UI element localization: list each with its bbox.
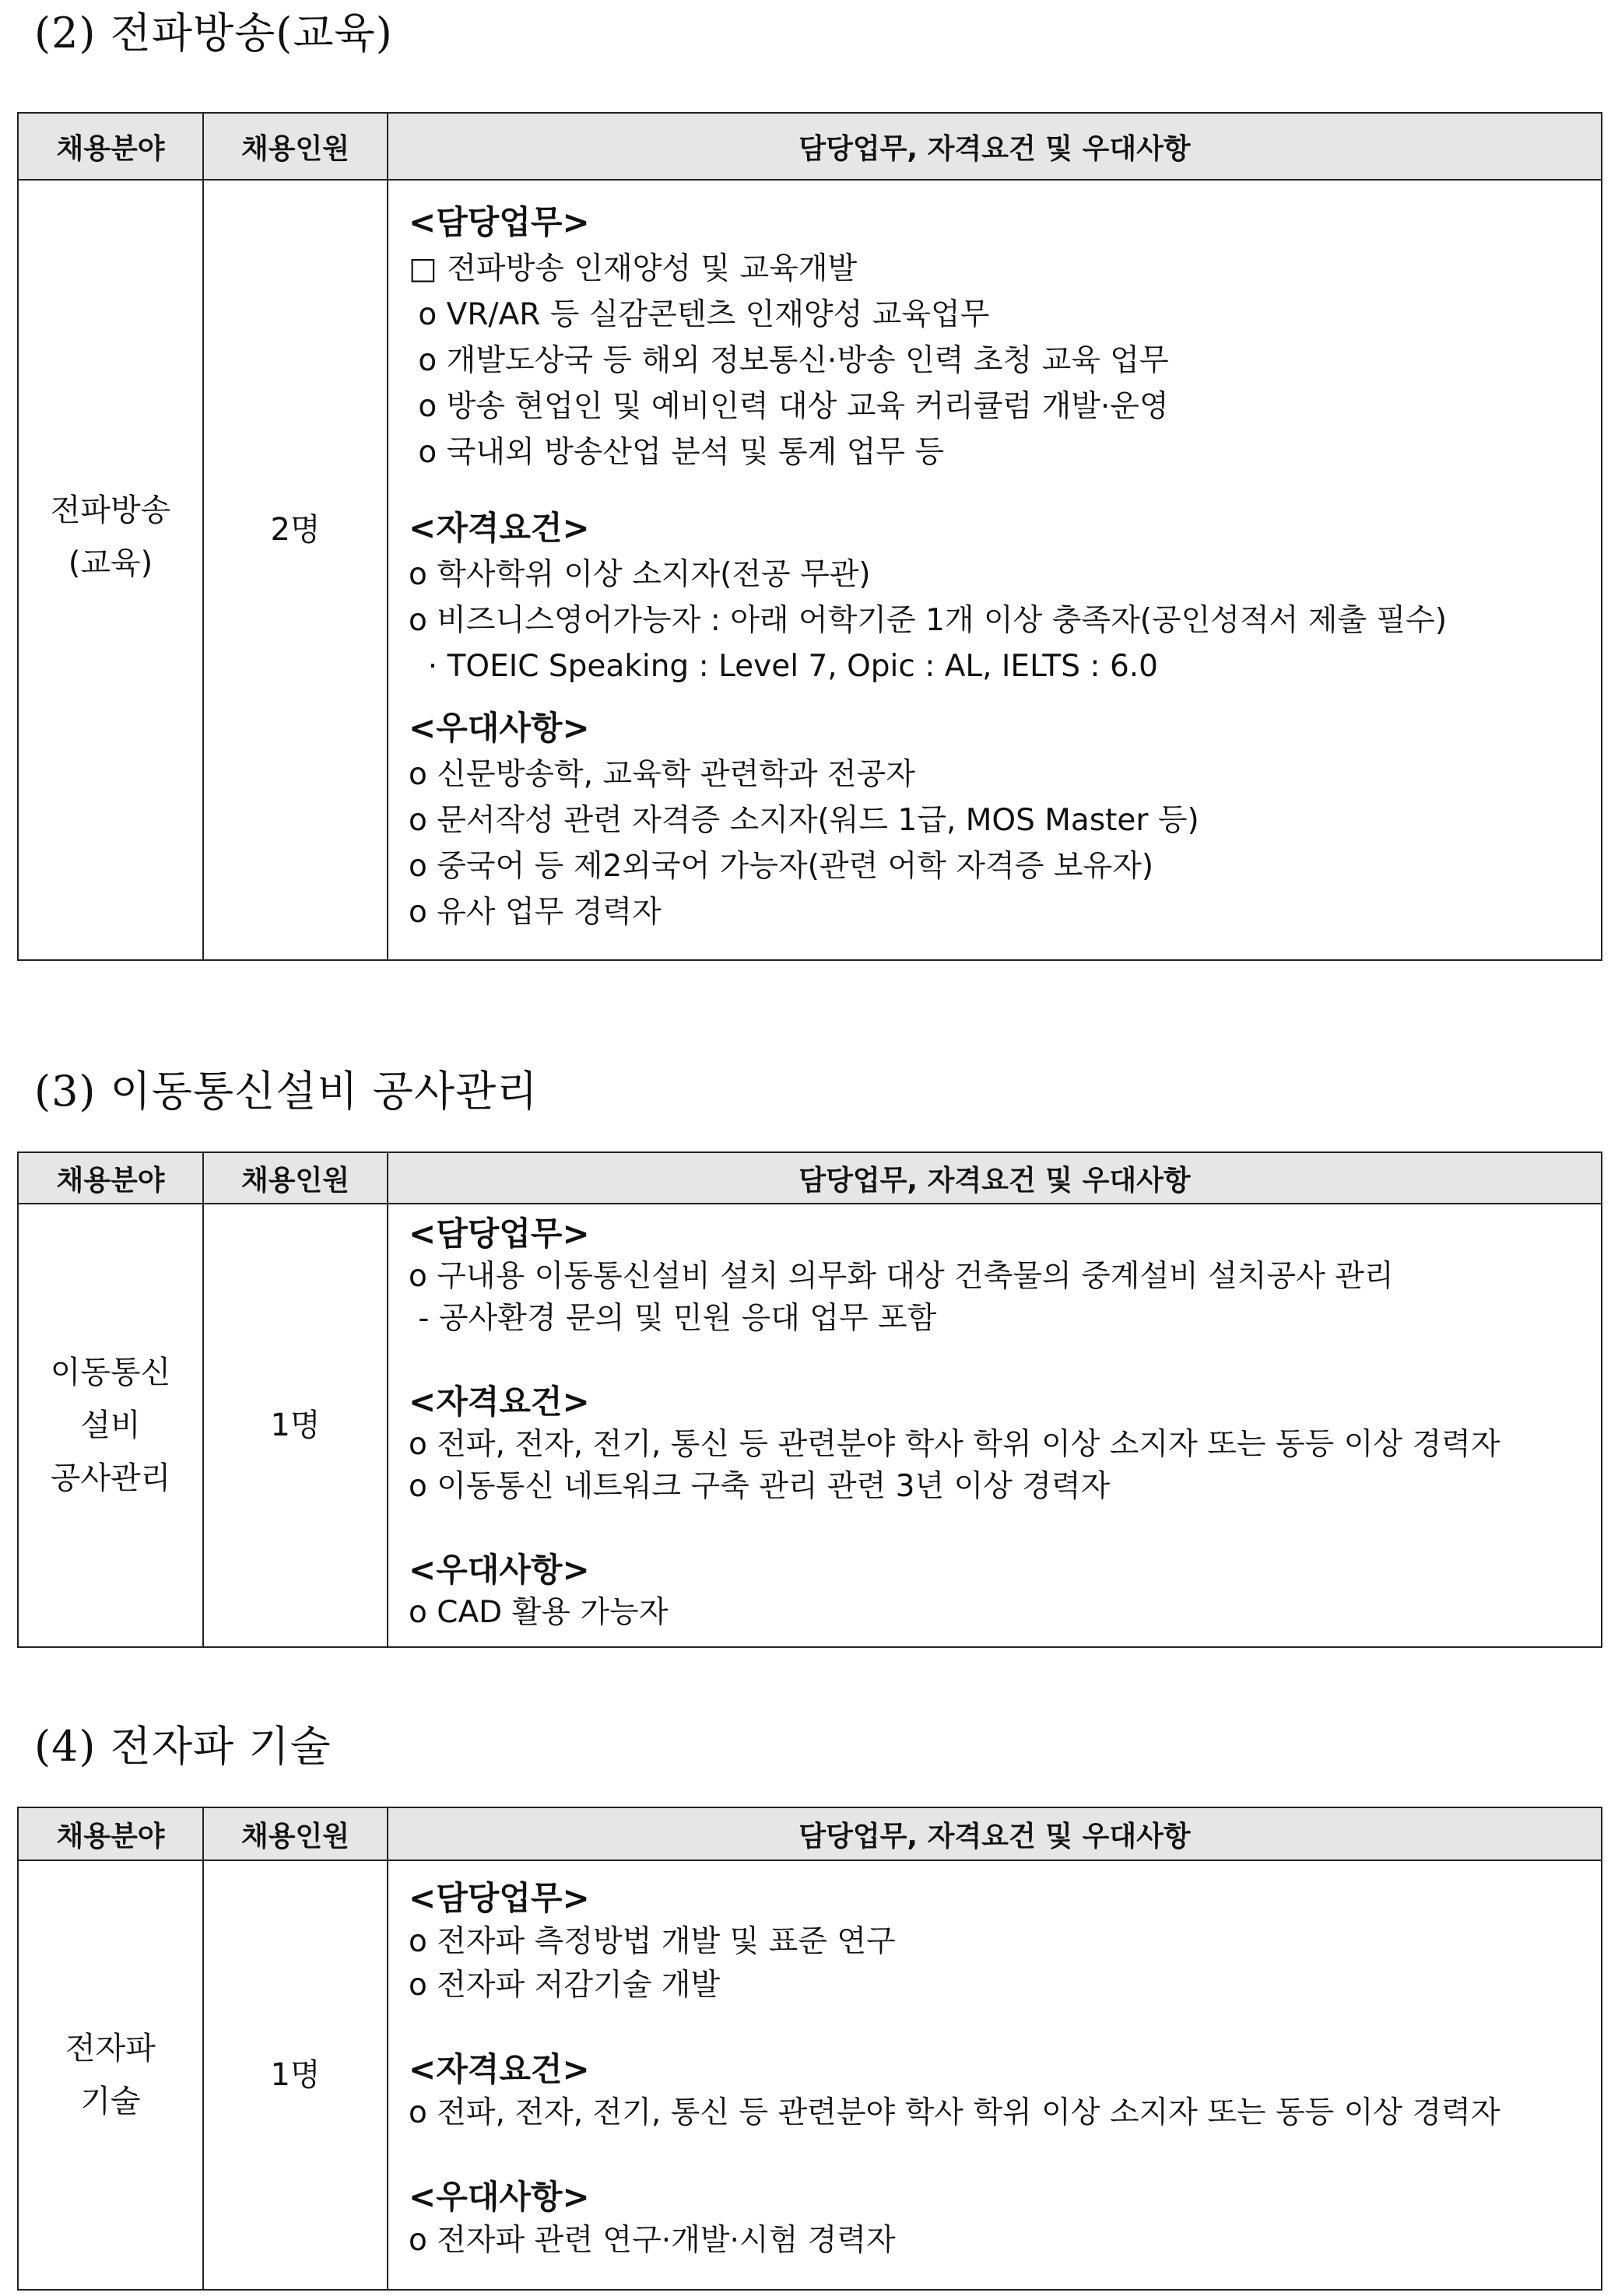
details-cell bbox=[388, 1204, 1602, 1647]
preference-line: o 문서작성 관련 자격증 소지자(워드 1급, MOS Master 등) bbox=[409, 803, 1199, 838]
preference-line: o CAD 활용 가능자 bbox=[409, 1595, 669, 1630]
preference-line: o 중국어 등 제2외국어 가능자(관련 어학 자격증 보유자) bbox=[409, 849, 1154, 884]
requirement-line: o 학사학위 이상 소지자(전공 무관) bbox=[409, 557, 871, 592]
duty-line: - 공사환경 문의 및 민원 응대 업무 포함 bbox=[409, 1301, 937, 1336]
section-title: (4) 전자파 기술 bbox=[34, 1722, 332, 1771]
count-cell bbox=[203, 1204, 388, 1647]
count-cell bbox=[203, 180, 388, 960]
job-table bbox=[17, 1807, 1602, 2291]
preferences-heading: <우대사항> bbox=[409, 709, 590, 747]
table-header-row bbox=[18, 1807, 1602, 1860]
field-cell bbox=[18, 180, 203, 960]
header-count: 채용인원 bbox=[203, 1807, 388, 1860]
requirement-line: o 전파, 전자, 전기, 통신 등 관련분야 학사 학위 이상 소지자 또는 동등 이상 경력자 bbox=[409, 2095, 1500, 2130]
duty-line: o 전자파 저감기술 개발 bbox=[409, 1968, 721, 2003]
job-table bbox=[17, 1152, 1602, 1648]
preference-line: o 전자파 관련 연구·개발·시험 경력자 bbox=[409, 2223, 896, 2258]
details-cell bbox=[388, 180, 1602, 960]
header-details: 담당업무, 자격요건 및 우대사항 bbox=[388, 113, 1602, 180]
duties-heading: <담당업무> bbox=[409, 1879, 590, 1917]
requirement-line: o 전파, 전자, 전기, 통신 등 관련분야 학사 학위 이상 소지자 또는 동등 이상 경력자 bbox=[409, 1427, 1500, 1462]
duty-line: o VR/AR 등 실감콘텐츠 인재양성 교육업무 bbox=[409, 297, 990, 332]
table-header-row bbox=[18, 1152, 1602, 1204]
preferences-heading: <우대사항> bbox=[409, 2178, 590, 2216]
header-details: 담당업무, 자격요건 및 우대사항 bbox=[388, 1807, 1602, 1860]
duty-line: □ 전파방송 인재양성 및 교육개발 bbox=[409, 251, 858, 286]
duties-heading: <담당업무> bbox=[409, 203, 590, 241]
section-title: (2) 전파방송(교육) bbox=[34, 9, 393, 58]
headcount: 1명 bbox=[270, 2057, 321, 2093]
requirement-line: · TOEIC Speaking : Level 7, Opic : AL, IELTS : 6.0 bbox=[409, 649, 1158, 684]
header-details: 담당업무, 자격요건 및 우대사항 bbox=[388, 1152, 1602, 1204]
field-line: (교육) bbox=[68, 545, 153, 581]
details-cell bbox=[388, 1860, 1602, 2290]
field-line: 기술 bbox=[80, 2084, 141, 2119]
field-line: 공사관리 bbox=[50, 1460, 171, 1496]
preference-line: o 신문방송학, 교육학 관련학과 전공자 bbox=[409, 757, 915, 792]
field-cell bbox=[18, 1860, 203, 2290]
requirement-line: o 비즈니스영어가능자 : 아래 어학기준 1개 이상 충족자(공인성적서 제출 필수) bbox=[409, 603, 1448, 638]
table-row bbox=[18, 1204, 1602, 1647]
header-field: 채용분야 bbox=[18, 1807, 203, 1860]
requirements-heading: <자격요건> bbox=[409, 1383, 590, 1421]
requirement-line: o 이동통신 네트워크 구축 관리 관련 3년 이상 경력자 bbox=[409, 1469, 1111, 1504]
header-count: 채용인원 bbox=[203, 1152, 388, 1204]
field-line: 설비 bbox=[80, 1407, 141, 1443]
headcount: 2명 bbox=[270, 511, 321, 548]
duty-line: o 개발도상국 등 해외 정보통신·방송 인력 초청 교육 업무 bbox=[409, 343, 1169, 378]
header-field: 채용분야 bbox=[18, 113, 203, 180]
preference-line: o 유사 업무 경력자 bbox=[409, 895, 662, 930]
requirements-heading: <자격요건> bbox=[409, 509, 590, 547]
headcount: 1명 bbox=[270, 1407, 321, 1443]
job-table bbox=[17, 112, 1602, 961]
preferences-heading: <우대사항> bbox=[409, 1551, 590, 1589]
duty-line: o 방송 현업인 및 예비인력 대상 교육 커리큘럼 개발·운영 bbox=[409, 389, 1169, 424]
header-field: 채용분야 bbox=[18, 1152, 203, 1204]
header-count: 채용인원 bbox=[203, 113, 388, 180]
field-line: 전파방송 bbox=[50, 492, 171, 528]
field-cell bbox=[18, 1204, 203, 1647]
duty-line: o 전자파 측정방법 개발 및 표준 연구 bbox=[409, 1924, 896, 1959]
count-cell bbox=[203, 1860, 388, 2290]
field-line: 이동통신 bbox=[50, 1355, 171, 1390]
section-title: (3) 이동통신설비 공사관리 bbox=[34, 1067, 539, 1116]
table-row bbox=[18, 180, 1602, 960]
duties-heading: <담당업무> bbox=[409, 1215, 590, 1253]
table-header-row bbox=[18, 113, 1602, 180]
requirements-heading: <자격요건> bbox=[409, 2050, 590, 2088]
duty-line: o 구내용 이동통신설비 설치 의무화 대상 건축물의 중계설비 설치공사 관리 bbox=[409, 1259, 1394, 1294]
duty-line: o 국내외 방송산업 분석 및 통계 업무 등 bbox=[409, 435, 945, 470]
table-row bbox=[18, 1860, 1602, 2290]
field-line: 전자파 bbox=[65, 2031, 156, 2066]
